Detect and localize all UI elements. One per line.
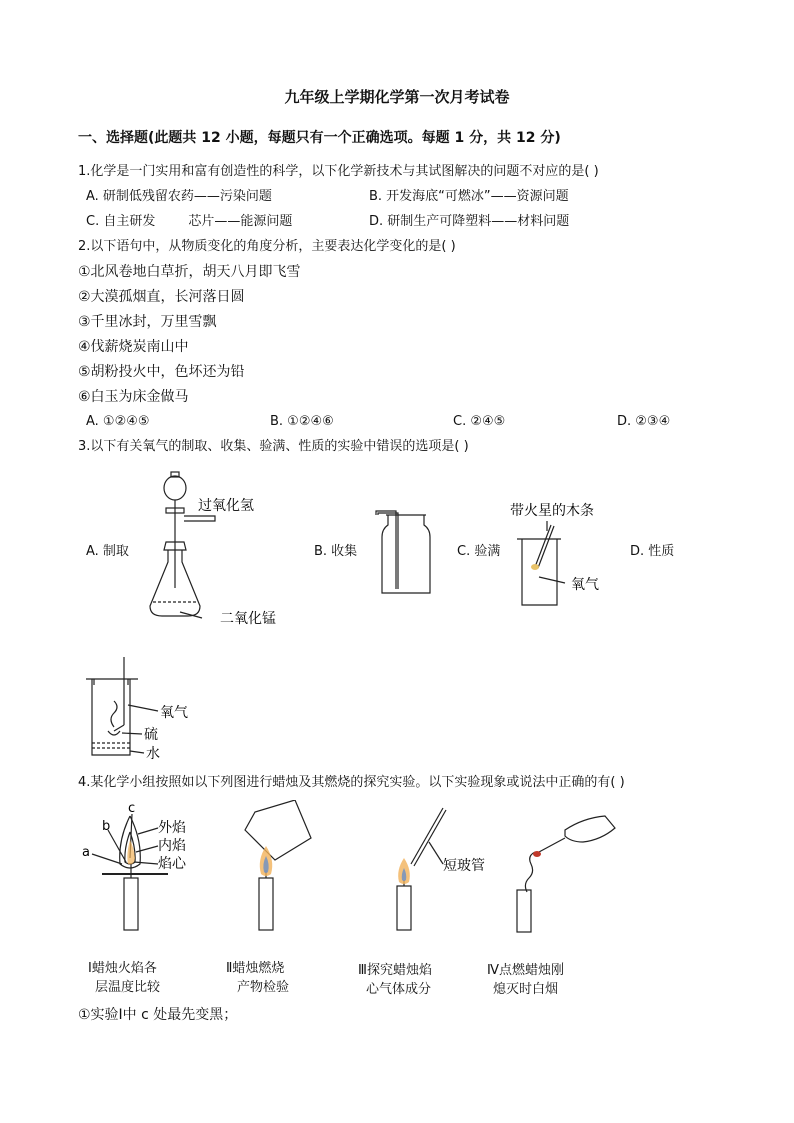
label-o2-d: 氧气 [160,705,188,721]
q2-option-a: A. ①②④⑤ [86,414,150,429]
q2-item: ④伐薪烧炭南山中 [78,339,189,355]
page-title: 九年级上学期化学第一次月考试卷 [284,88,510,106]
label-splint: 带火星的木条 [510,503,594,519]
label-sulfur: 硫 [144,727,158,743]
q1-stem: 1.化学是一门实用和富有创造性的科学，以下化学新技术与其试图解决的问题不对应的是( ) [78,164,599,179]
label-flame-core: 焰心 [158,856,186,872]
label-a: a [82,845,90,860]
q1-option-c: C. 自主研发 芯片——能源问题 [86,214,293,229]
q4-stem: 4.某化学小组按照如以下列图进行蜡烛及其燃烧的探究实验。以下实验现象或说法中正确的有( ) [78,775,625,790]
q3-option-b: B. 收集 [314,544,358,559]
q2-stem: 2.以下语句中，从物质变化的角度分析，主要表达化学变化的是( ) [78,239,456,254]
label-b: b [102,819,111,834]
q3-option-a: A. 制取 [86,544,129,559]
label-h2o2: 过氧化氢 [198,498,254,514]
section-heading: 一、选择题(此题共 12 小题，每题只有一个正确选项。每题 1 分，共 12 分) [78,130,561,146]
q1-option-b: B. 开发海底“可燃冰”——资源问题 [369,189,569,204]
caption-fig4-line2: 熄灭时白烟 [493,982,559,997]
caption-fig1-line2: 层温度比较 [95,980,161,995]
glass-tube-diagram [385,800,505,935]
q3-option-d: D. 性质 [630,544,675,559]
q1-option-d: D. 研制生产可降塑料——材料问题 [369,214,570,229]
label-inner-flame: 内焰 [158,838,186,854]
candle-flame-layers-diagram [78,800,198,935]
gas-bottle-diagram [370,505,440,600]
q1-option-a: A. 研制低残留农药——污染问题 [86,189,272,204]
q2-item: ⑥白玉为床金做马 [78,389,189,405]
q3-stem: 3.以下有关氧气的制取、收集、验满、性质的实验中错误的选项是( ) [78,439,469,454]
label-mno2: 二氧化锰 [220,611,276,627]
q3-option-c: C. 验满 [457,544,501,559]
splint-test-diagram [505,495,635,615]
sulfur-burning-diagram [80,655,210,765]
caption-fig2-line2: 产物检验 [237,980,290,995]
match-smoke-diagram [505,810,625,935]
label-outer-flame: 外焰 [158,820,186,836]
caption-fig3-line1: Ⅲ探究蜡烛焰 [358,963,432,978]
q2-item: ③千里冰封，万里雪飘 [78,314,217,330]
q2-item: ⑤胡粉投火中，色坏还为铅 [78,364,245,380]
q2-item: ②大漠孤烟直，长河落日圆 [78,289,245,305]
q2-option-d: D. ②③④ [617,414,671,429]
label-c: c [128,801,136,816]
caption-fig4-line1: Ⅳ点燃蜡烛刚 [487,963,564,978]
q2-item: ①北风卷地白草折，胡天八月即飞雪 [78,264,301,280]
caption-fig3-line2: 心气体成分 [366,982,432,997]
caption-fig2-line1: Ⅱ蜡烛燃烧 [226,961,285,976]
funnel-flask-diagram [140,470,300,630]
label-o2-c: 氧气 [571,577,599,593]
label-short-tube: 短玻管 [443,858,485,874]
q4-statement: ①实验Ⅰ中 c 处最先变黑； [78,1007,238,1023]
beaker-candle-diagram [235,800,335,935]
label-water: 水 [146,746,160,762]
q2-option-c: C. ②④⑤ [453,414,506,429]
q2-option-b: B. ①②④⑥ [270,414,334,429]
caption-fig1-line1: Ⅰ蜡烛火焰各 [88,961,157,976]
